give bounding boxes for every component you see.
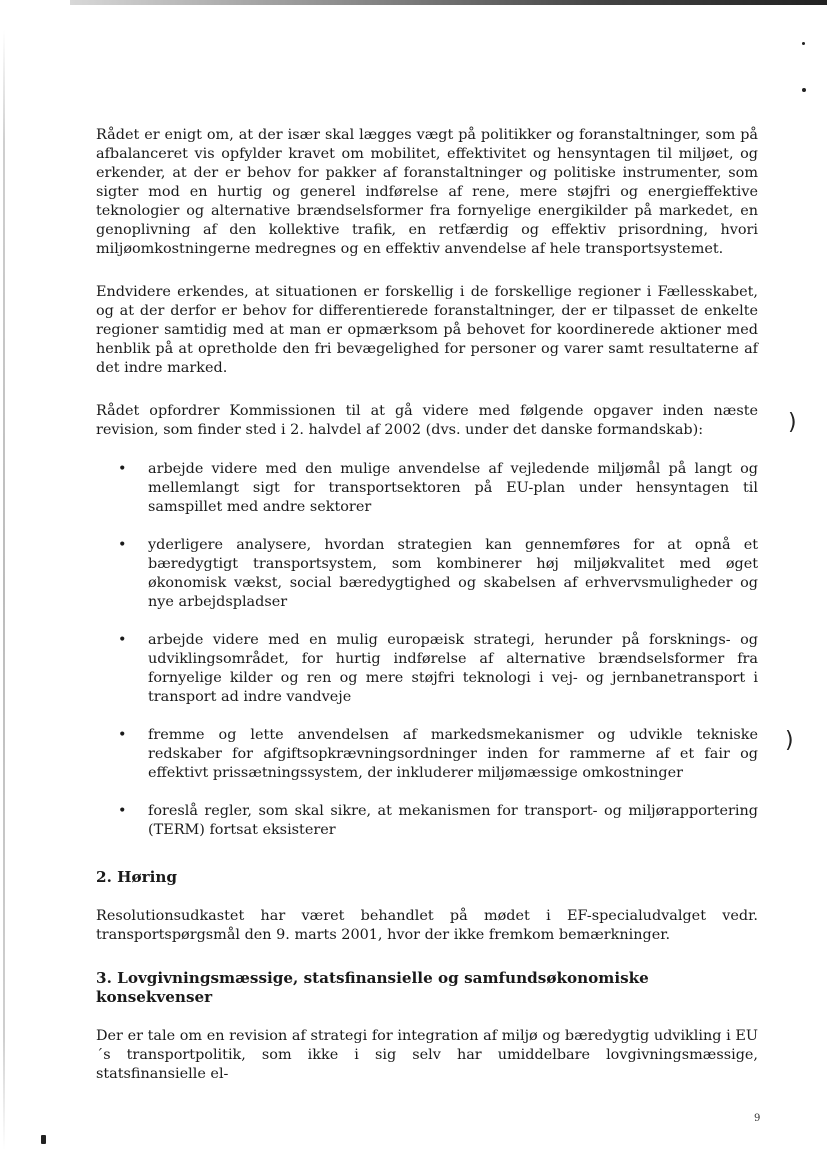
binder-hole-mark-lower: ) (785, 728, 794, 753)
paragraph-2: Endvidere erkendes, at situationen er forskellig i de forskellige regioner i Fællesskabet, og at der derfor er behov for differentierede foranstaltninger, der er tilpasset de enkelte regioner samtidig med at man er opmærksom på behovet for koordinerede aktioner med henblik på at opretholde den fri bevægelighed for personer og varer samt resultaterne af det indre marked. (96, 284, 758, 376)
list-item: • fremme og lette anvendelsen af markedsmekanismer og udvikle tekniske redskaber for afgiftsopkrævningsordninger inden for rammerne af et fair og effektivt prissætningssystem, der inkluderer miljømæssige omkostninger (96, 726, 758, 783)
binder-hole-mark-upper: ) (788, 410, 797, 435)
list-item: • yderligere analysere, hvordan strategien kan gennemføres for at opnå et bæredygtigt transportsystem, som kombinerer høj miljøkvalitet med øget økonomisk vækst, social bæredygtighed og skabelsen af erhvervsmuligheder og nye arbejdspladser (96, 536, 758, 612)
task-list (96, 460, 758, 840)
list-item: • arbejde videre med den mulige anvendelse af vejledende miljømål på langt og mellemlangt sigt for transportsektoren på EU-plan under hensyntagen til samspillet med andre sektorer (96, 460, 758, 517)
scan-left-edge (3, 30, 5, 1150)
list-item: • foreslå regler, som skal sikre, at mekanismen for transport- og miljørapportering (TERM) fortsat eksisterer (96, 802, 758, 840)
paragraph-3: Rådet opfordrer Kommissionen til at gå videre med følgende opgaver inden næste revision, som finder sted i 2. halvdel af 2002 (dvs. under det danske formandskab): (96, 403, 758, 438)
page-number: 9 (754, 1113, 761, 1124)
section-2-heading: 2. Høring (96, 868, 178, 886)
paragraph-1: Rådet er enigt om, at der især skal lægges vægt på politikker og foranstaltninger, som på afbalanceret vis opfylder kravet om mobilitet, effektivitet og hensyntagen til miljøet, og erkender, at der er behov for pakker af foranstaltninger og politiske instrumenter, som sigter mod en hurtig og generel indførelse af rene, mere støjfri og energieffektive teknologier og alternative brændselsformer fra fornyelige energikilder på markedet, en genoplivning af den kollektive trafik, en retfærdig og effektiv prisordning, hvori miljøomkostningerne medregnes og en effektiv anvendelse af hele transportsystemet. (96, 127, 758, 257)
section-3-text: Der er tale om en revision af strategi for integration af miljø og bæredygtig udvikling i EU´s transportpolitik, som ikke i sig selv har umiddelbare lovgivningsmæssige, statsfinansielle el- (96, 1028, 758, 1082)
scan-top-edge (70, 0, 827, 5)
scan-speck (41, 1135, 46, 1144)
scan-speck (802, 42, 805, 45)
list-item: • arbejde videre med en mulig europæisk strategi, herunder på forsknings- og udviklingsområdet, for hurtig indførelse af alternative brændselsformer fra fornyelige kilder og ren og mere støjfri teknologi i vej- og jernbanetransport i transport ad indre vandveje (96, 631, 758, 707)
document-body (96, 126, 758, 1108)
scan-speck (802, 88, 806, 92)
section-2-text: Resolutionsudkastet har været behandlet på mødet i EF-specialudvalget vedr. transportspørgsmål den 9. marts 2001, hvor der ikke fremkom bemærkninger. (96, 908, 758, 943)
section-3-heading: 3. Lovgivningsmæssige, statsfinansielle og samfundsøkonomiske konsekvenser (96, 969, 649, 1006)
